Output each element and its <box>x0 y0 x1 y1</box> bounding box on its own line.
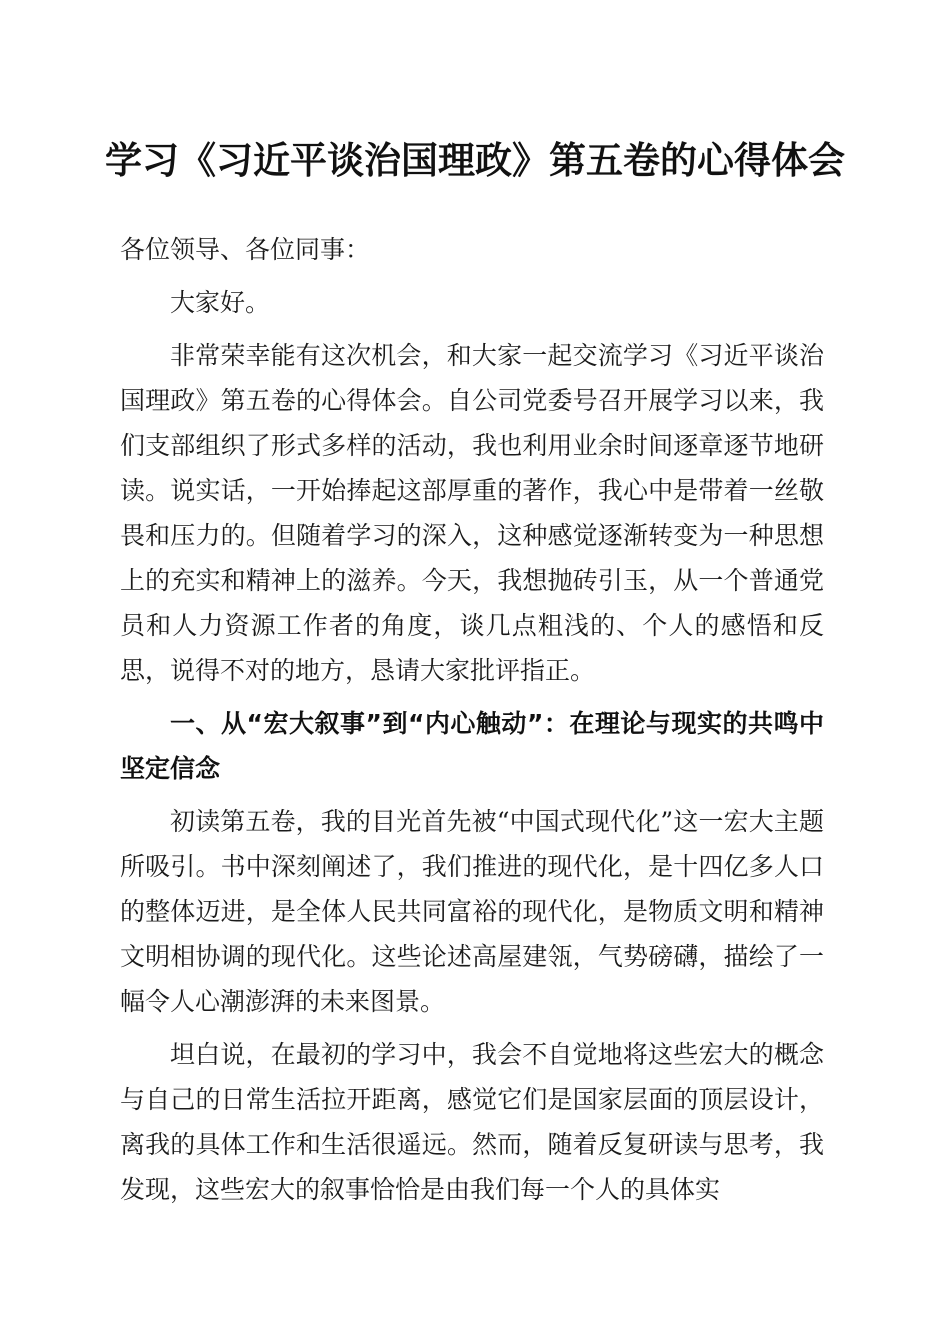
salutation: 各位领导、各位同事： <box>120 235 371 264</box>
document-title: 学习《习近平谈治国理政》第五卷的心得体会 <box>105 138 845 182</box>
section-1-paragraph-1: 初读第五卷，我的目光首先被“中国式现代化”这一宏大主题所吸引。书中深刻阐述了，我们推进的现代化，是十四亿多人口的整体迈进，是全体人民共同富裕的现代化，是物质文明和精神文明相协调的现代化。这些论述高屋建瓴，气势磅礴，描绘了一幅令人心潮澎湃的未来图景。 <box>120 807 824 1016</box>
section-heading-1: 一、从“宏大叙事”到“内心触动”：在理论与现实的共鸣中坚定信念 <box>120 709 824 783</box>
intro-paragraph: 非常荣幸能有这次机会，和大家一起交流学习《习近平谈治国理政》第五卷的心得体会。自公司党委号召开展学习以来，我们支部组织了形式多样的活动，我也利用业余时间逐章逐节地研读。说实话，一开始捧起这部厚重的著作，我心中是带着一丝敬畏和压力的。但随着学习的深入，这种感觉逐渐转变为一种思想上的充实和精神上的滋养。今天，我想抛砖引玉，从一个普通党员和人力资源工作者的角度，谈几点粗浅的、个人的感悟和反思，说得不对的地方，恳请大家批评指正。 <box>120 341 824 685</box>
greeting: 大家好。 <box>170 288 271 317</box>
document-body <box>120 227 824 1212</box>
section-1-paragraph-2: 坦白说，在最初的学习中，我会不自觉地将这些宏大的概念与自己的日常生活拉开距离，感觉它们是国家层面的顶层设计，离我的具体工作和生活很遥远。然而，随着反复研读与思考，我发现，这些宏大的叙事恰恰是由我们每一个人的具体实 <box>120 1040 824 1204</box>
